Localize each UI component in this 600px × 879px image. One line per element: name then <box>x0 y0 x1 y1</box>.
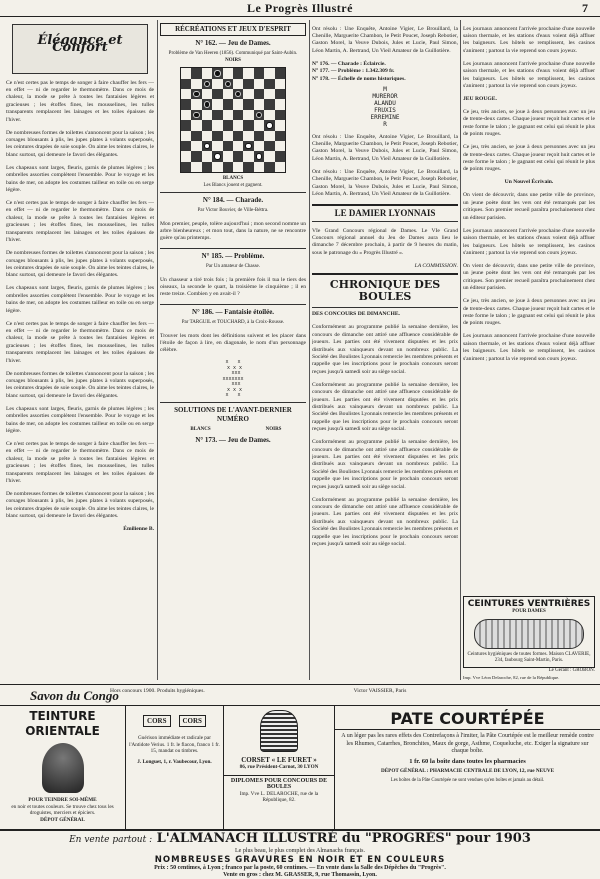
board-square <box>275 120 285 130</box>
name-ladder: M MUREROR ALANDU FRUXIS ERREMINE R <box>370 86 400 129</box>
ad-cors-text: Guérison immédiate et radicale par l'Antidote Verius. 1 fr. le flacon, franco 1 fr. 15, mandat ou timbres. <box>129 735 220 755</box>
problem-heading: N° 162. — Jeu de Dames. <box>195 39 271 47</box>
column-fashion <box>6 20 154 670</box>
misc-text: Ce jeu, très ancien, se joue à deux personnes avec un jeu de trente-deux cartes. Chaque joueur reçoit huit cartes et le reste forme le talon ; le gagnant est celui qui réunit le plus de points rouges. <box>463 144 595 173</box>
savon-title: Savon du Congo <box>30 688 119 703</box>
column-games <box>312 20 458 670</box>
board-square <box>181 131 191 141</box>
column-divider <box>157 20 158 680</box>
board-square <box>243 110 253 120</box>
board-square <box>191 141 201 151</box>
ad-cors <box>126 706 224 829</box>
board-square <box>233 110 243 120</box>
fashion-paragraph: De nombreuses formes de toilettes s'annoncent pour la saison ; les corsages blousants à plis, les jupes plates à volants superposés, les ceintures drapées de soie souple. On aime les teintes claires, le blanc surtout, qui demeure le favori des élégantes. <box>6 370 154 399</box>
ad-diplomes: DIPLOMES POUR CONCOURS DE BOULES <box>224 775 334 791</box>
commission-signature: LA COMMISSION. <box>414 262 458 269</box>
almanach-prix: Prix : 50 centimes, à Lyon ; franco par la poste, 60 centimes. — En vente dans la Salle des Dépêches du "Progrès". <box>154 865 446 871</box>
board-square <box>243 99 253 109</box>
ad-cors-dealer: J. Longuet, 1, r. Vaubecour, Lyon. <box>137 758 212 765</box>
board-square <box>202 131 212 141</box>
column-divider <box>309 20 310 680</box>
savon-banner <box>0 684 600 706</box>
board-square <box>191 68 201 78</box>
ad-teinture-depot: DÉPOT GÉNÉRAL <box>40 816 85 823</box>
board-square <box>202 151 212 161</box>
board-square <box>191 99 201 109</box>
board-square <box>223 131 233 141</box>
fashion-paragraph: De nombreuses formes de toilettes s'annoncent pour la saison ; les corsages blousants à plis, les jupes plates à volants superposés, les ceintures drapées de soie souple. On aime les teintes claires, le blanc surtout, qui demeure le favori des élégantes. <box>6 491 154 520</box>
misc-heading: Un Nouvel Écrivain. <box>504 179 554 186</box>
board-square <box>233 141 243 151</box>
misc-text: Ce jeu, très ancien, se joue à deux personnes avec un jeu de trente-deux cartes. Chaque joueur reçoit huit cartes et le reste forme le talon ; le gagnant est celui qui réunit le plus de points rouges. <box>463 298 595 327</box>
black-piece <box>235 91 241 97</box>
board-square <box>275 131 285 141</box>
fashion-paragraph: De nombreuses formes de toilettes s'annoncent pour la saison ; les corsages blousants à plis, les jupes plates à volants superposés, les ceintures drapées de soie souple. On aime les teintes claires, le blanc surtout, qui demeure le favori des élégantes. <box>6 129 154 158</box>
black-piece <box>204 101 210 107</box>
board-square <box>181 99 191 109</box>
fashion-paragraph: Ce n'est certes pas le temps de songer à faire chauffer les fers — en effet — ni de regarder le thermomètre. Dans ce mois de chaleur, la mode se prête à toutes les fantaisies légères et gracieuses ; les étoffes fines, les mousselines, les tulles transparents remplacent les lainages et les toiles épaisses de l'hiver. <box>6 79 154 123</box>
white-piece <box>204 143 210 149</box>
section-title: RÉCRÉATIONS ET JEUX D'ESPRIT <box>160 23 306 36</box>
star-puzzle: x x x x x xxx xxxxxxx xxx x x x x x <box>222 359 244 399</box>
board-square <box>223 89 233 99</box>
problem-heading: N° 173. — Jeu de Dames. <box>195 435 271 444</box>
ad-corset-title: CORSET « LE FURET » <box>241 756 317 764</box>
board-square <box>212 99 222 109</box>
problem-subtitle: Par Victor Bouvier, de Ville-Béttra. <box>197 208 269 214</box>
black-piece <box>256 112 262 118</box>
problem-text: Un chasseur a tiré trois fois ; la première fois il tua le tiers des oiseaux, la seconde le quart, la troisième le cinquième ; il en reste treize. Combien y en avait-il ? <box>160 276 306 298</box>
problem-heading: N° 184. — Charade. <box>202 196 264 205</box>
damier-text: VIe Grand Concours régional de Dames. Le VIe Grand Concours régional annuel du Jeu de Dames aura lieu le dimanche 7 décembre prochain, à partir de 9 heures du matin, sous le patronage du « Progrès Illustré ». <box>312 227 458 256</box>
ad-corset <box>224 706 335 829</box>
ad-teinture-sub: POUR TEINDRE SOI-MÊME <box>28 797 97 803</box>
board-square <box>181 89 191 99</box>
board-square <box>264 120 274 130</box>
board-square <box>233 79 243 89</box>
board-square <box>233 99 243 109</box>
board-square <box>191 151 201 161</box>
checkers-board <box>180 67 286 173</box>
board-square <box>254 141 264 151</box>
white-piece <box>256 153 262 159</box>
board-caption: NOIRS <box>225 57 241 63</box>
problem-text: Trouver les mots dont les définitions suivent et les placer dans l'étoile de façon à lire, en diagonale, le nom d'un personnage célèbre. <box>160 332 306 354</box>
white-piece <box>214 153 220 159</box>
ad-ceintures <box>463 596 595 678</box>
board-square <box>202 162 212 172</box>
board-square <box>264 131 274 141</box>
board-square <box>212 151 222 161</box>
ad-corset-address: 86, rue Président-Carnot, 30 LYON <box>239 764 319 770</box>
board-square <box>233 68 243 78</box>
misc-text: Les journaux annoncent l'arrivée prochaine d'une nouvelle saison thermale, et les stations d'eaux voient déjà affluer les baigneurs. Les hôtels se remplissent, les casinos s'animent ; partout la vie reprend son cours joyeux. <box>463 227 595 256</box>
board-square <box>191 120 201 130</box>
board-square <box>202 141 212 151</box>
ad-pate-price: 1 fr. 60 la boîte dans toutes les pharmacies <box>409 757 526 765</box>
title-illustration <box>12 24 148 74</box>
board-square <box>212 131 222 141</box>
board-square <box>212 110 222 120</box>
board-square <box>223 151 233 161</box>
solvers-text: Ont résolu : Une Enquête, Antoine Vigier, Le Brouillard, la Chenille, Marguerite Chambon, le Petit Poucet, Joseph Rebotier, Gaston Morel, la Veuve Dubois, Jules et Lucie, Paul Simon, Léon Martin, A. Bertrand, Un Vieil Amateur de la Guillotière. <box>312 168 458 198</box>
board-square <box>243 162 253 172</box>
black-piece <box>193 91 199 97</box>
misc-text: On vient de découvrir, dans une petite ville de province, un jeune poète dont les vers ont été remarqués par les critiques. Son premier recueil paraîtra prochainement chez un éditeur parisien. <box>463 262 595 292</box>
board-square <box>243 151 253 161</box>
ads-row <box>0 706 600 831</box>
board-square <box>254 79 264 89</box>
almanach-title-line <box>0 831 600 848</box>
almanach-subtitle: Le plus beau, le plus complet des Almanachs français. <box>235 848 365 854</box>
page-number: 7 <box>582 1 588 15</box>
imprimerie: Imp. Vve Léon Delaroche, 82, rue de la République. <box>463 674 560 680</box>
board-square <box>181 141 191 151</box>
damier-heading: LE DAMIER LYONNAIS <box>334 208 436 219</box>
board-square <box>212 120 222 130</box>
board-square <box>202 68 212 78</box>
board-square <box>233 120 243 130</box>
board-square <box>233 131 243 141</box>
newspaper-title: Le Progrès Illustré <box>247 1 353 15</box>
page-header <box>0 0 600 17</box>
chronique-text: Conformément au programme publié la semaine dernière, les concours de dimanche ont attiré une affluence considérable de joueurs. Les parties ont été vivement disputées et les prix distribués aux vainqueurs devant un nombreux public. La Société des Boulistes Lyonnais remercie les membres présents et rappelle que les inscriptions pour le prochain concours seront reçues jusqu'à samedi soir au siège social. <box>312 324 458 375</box>
board-square <box>191 110 201 120</box>
black-piece <box>225 81 231 87</box>
author-signature: Émilienne B. <box>123 526 154 533</box>
ad-teinture <box>0 706 126 829</box>
board-square <box>254 68 264 78</box>
fashion-paragraph: Ce n'est certes pas le temps de songer à faire chauffer les fers — en effet — ni de regarder le thermomètre. Dans ce mois de chaleur, la mode se prête à toutes les fantaisies légères et gracieuses ; les étoffes fines, les mousselines, les tulles transparents remplacent les lainages et les toiles épaisses de l'hiver. <box>6 200 154 244</box>
board-square <box>233 151 243 161</box>
board-square <box>275 151 285 161</box>
almanach-banner <box>0 831 600 878</box>
board-square <box>191 79 201 89</box>
white-piece <box>245 143 251 149</box>
board-square <box>243 120 253 130</box>
savon-maker: Victor VAISSIER, Paris <box>353 688 407 694</box>
problem-answer: N° 178. — Échelle de noms historiques. <box>312 75 406 82</box>
column-misc <box>463 20 595 590</box>
board-square <box>181 110 191 120</box>
fashion-paragraph: De nombreuses formes de toilettes s'annoncent pour la saison ; les corsages blousants à plis, les jupes plates à volants superposés, les ceintures drapées de soie souple. On aime les teintes claires, le blanc surtout, qui demeure le favori des élégantes. <box>6 250 154 279</box>
ad-ceintures-text: Ceintures hygiéniques de toutes formes. Maison CLAVERIE, 234, faubourg Saint-Martin, Paris. <box>467 651 591 664</box>
problem-heading: N° 185. — Problème. <box>201 252 265 261</box>
board-square <box>254 162 264 172</box>
board-square <box>191 89 201 99</box>
savon-subtitle: Hors concours 1900. Produits hygiéniques. <box>110 688 205 694</box>
misc-text: Les journaux annoncent l'arrivée prochaine d'une nouvelle saison thermale, et les stations d'eaux voient déjà affluer les baigneurs. Les hôtels se remplissent, les casinos s'animent ; partout la vie reprend son cours joyeux. <box>463 60 595 90</box>
ad-pate <box>335 706 600 829</box>
belt-illustration <box>474 619 584 649</box>
problem-subtitle: Problème de Van Heeren (1856). Communiqué par Saint-Aubin. <box>168 51 298 56</box>
board-square <box>191 162 201 172</box>
board-square <box>181 162 191 172</box>
problem-subtitle: Par TARGUIL et TOUCHARD, à la Croix-Rousse. <box>181 320 285 326</box>
ad-ceintures-title: CEINTURES VENTRIÈRES <box>467 599 591 609</box>
board-square <box>181 120 191 130</box>
column-recreations <box>160 20 306 680</box>
board-square <box>202 110 212 120</box>
gerant: Le Gérant : GROBON. <box>548 668 595 673</box>
board-square <box>275 89 285 99</box>
misc-text: Ce jeu, très ancien, se joue à deux personnes avec un jeu de trente-deux cartes. Chaque joueur reçoit huit cartes et le reste forme le talon ; le gagnant est celui qui réunit le plus de points rouges. <box>463 109 595 138</box>
board-square <box>254 131 264 141</box>
fashion-paragraph: Les chapeaux sont larges, fleuris, garnis de plumes légères ; les ombrelles assorties complètent l'ensemble. Pour le voyage et les bains de mer, on adopte les costumes tailleur en toile ou en serge légère. <box>6 405 154 434</box>
board-square <box>212 68 222 78</box>
board-square <box>264 162 274 172</box>
board-square <box>275 162 285 172</box>
board-square <box>264 151 274 161</box>
board-square <box>254 110 264 120</box>
board-square <box>181 68 191 78</box>
misc-text: Les journaux annoncent l'arrivée prochaine d'une nouvelle saison thermale, et les stations d'eaux voient déjà affluer les baigneurs. Les hôtels se remplissent, les casinos s'animent ; partout la vie reprend son cours joyeux. <box>463 333 595 362</box>
solutions-table <box>160 427 306 433</box>
ad-pate-title: PATE COURTÉPÉE <box>335 709 600 730</box>
solvers-text: Ont résolu : Une Enquête, Antoine Vigier, Le Brouillard, la Chenille, Marguerite Chambon, le Petit Poucet, Joseph Rebotier, Gaston Morel, la Veuve Dubois, Jules et Lucie, Paul Simon, Léon Martin, A. Bertrand, Un Vieil Amateur de la Guillotière. <box>312 25 458 54</box>
misc-heading: JEU ROUGE. <box>463 96 497 103</box>
chronique-text: Conformément au programme publié la semaine dernière, les concours de dimanche ont attiré une affluence considérable de joueurs. Les parties ont été vivement disputées et les prix distribués aux vainqueurs devant un nombreux public. La Société des Boulistes Lyonnais remercie les membres présents et rappelle que les inscriptions pour le prochain concours seront reçues jusqu'à samedi soir au siège social. <box>312 439 458 490</box>
board-square <box>223 99 233 109</box>
almanach-title: L'ALMANACH ILLUSTRÉ du "PROGRÈS" pour 1903 <box>156 831 531 846</box>
board-square <box>181 151 191 161</box>
fashion-paragraph: Les chapeaux sont larges, fleuris, garnis de plumes légères ; les ombrelles assorties complètent l'ensemble. Pour le voyage et les bains de mer, on adopte les costumes tailleur en toile ou en serge légère. <box>6 285 154 314</box>
board-square <box>202 79 212 89</box>
white-piece <box>266 122 272 128</box>
board-square <box>223 110 233 120</box>
ad-ceintures-sub: POUR DAMES <box>512 609 546 614</box>
board-square <box>181 79 191 89</box>
board-square <box>212 162 222 172</box>
board-square <box>254 99 264 109</box>
fashion-paragraph: Les chapeaux sont larges, fleuris, garnis de plumes légères ; les ombrelles assorties complètent l'ensemble. Pour le voyage et les bains de mer, on adopte les costumes tailleur en toile ou en serge légère. <box>6 164 154 194</box>
misc-text: On vient de découvrir, dans une petite ville de province, un jeune poète dont les vers ont été remarqués par les critiques. Son premier recueil paraîtra prochainement chez un éditeur parisien. <box>463 192 595 221</box>
problem-text: Mon premier, peuple, tolère aujourd'hui ; mon second nomme un arbre bienheureux ; et mon tout, dans la nature, ne se rencontre guère qu'au printemps. <box>160 220 306 242</box>
board-square <box>264 68 274 78</box>
column-divider <box>460 20 461 680</box>
board-square <box>223 141 233 151</box>
board-square <box>243 68 253 78</box>
black-piece <box>214 70 220 76</box>
ad-teinture-title: TEINTURE ORIENTALE <box>25 709 100 738</box>
board-square <box>212 89 222 99</box>
board-square <box>212 79 222 89</box>
black-piece <box>204 81 210 87</box>
board-square <box>264 89 274 99</box>
problem-heading: N° 186. — Fantaisie étoilée. <box>191 308 275 317</box>
fashion-title: Élégance et Confort <box>37 33 123 56</box>
board-square <box>254 89 264 99</box>
board-square <box>223 68 233 78</box>
chronique-text: Conformément au programme publié la semaine dernière, les concours de dimanche ont attiré une affluence considérable de joueurs. Les parties ont été vivement disputées et les prix distribués aux vainqueurs devant un nombreux public. La Société des Boulistes Lyonnais remercie les membres présents et rappelle que les inscriptions pour le prochain concours seront reçues jusqu'à samedi soir au siège social. <box>312 496 458 548</box>
board-square <box>264 99 274 109</box>
board-square <box>223 120 233 130</box>
board-square <box>233 162 243 172</box>
board-square <box>264 141 274 151</box>
almanach-prefix: En vente partout : <box>69 835 153 845</box>
problem-answer: N° 177. — Problème : 1.342.309 fr. <box>312 68 395 75</box>
solvers-text: Ont résolu : Une Enquête, Antoine Vigier, Le Brouillard, la Chenille, Marguerite Chambon, le Petit Poucet, Joseph Rebotier, Gaston Morel, la Veuve Dubois, Jules et Lucie, Paul Simon, Léon Martin, A. Bertrand, Un Vieil Amateur de la Guillotière. <box>312 133 458 162</box>
board-square <box>275 99 285 109</box>
board-square <box>275 110 285 120</box>
cors-label: CORS <box>179 715 206 727</box>
corset-illustration <box>260 710 298 752</box>
board-square <box>254 120 264 130</box>
fashion-paragraph: Ce n'est certes pas le temps de songer à faire chauffer les fers — en effet — ni de regarder le thermomètre. Dans ce mois de chaleur, la mode se prête à toutes les fantaisies légères et gracieuses ; les étoffes fines, les mousselines, les tulles transparents remplacent les lainages et les toiles épaisses de l'hiver. <box>6 441 154 485</box>
board-note: Les Blancs jouent et gagnent. <box>203 182 263 188</box>
board-square <box>243 89 253 99</box>
board-square <box>243 131 253 141</box>
almanach-gros: Vente en gros : chez M. GRASSER, 9, rue Thomassin, Lyon. <box>223 872 377 878</box>
chronique-text: Conformément au programme publié la semaine dernière, les concours de dimanche ont attiré une affluence considérable de joueurs. Les parties ont été vivement disputées et les prix distribués aux vainqueurs devant un nombreux public. La Société des Boulistes Lyonnais remercie les membres présents et rappelle que les inscriptions pour le prochain concours seront reçues jusqu'à samedi soir au siège social. <box>312 381 458 433</box>
board-caption: BLANCS <box>222 176 244 182</box>
black-piece <box>193 112 199 118</box>
solutions-col-header: NOIRS <box>265 426 282 432</box>
board-square <box>264 79 274 89</box>
solutions-heading: SOLUTIONS DE L'AVANT-DERNIER NUMÉRO <box>174 405 292 423</box>
almanach-gravures: NOMBREUSES GRAVURES EN NOIR ET EN COULEURS <box>154 855 446 865</box>
board-square <box>223 79 233 89</box>
board-square <box>275 141 285 151</box>
ad-diplomes-sub: Imp. Vve L. DELAROCHE, rue de la République, 82. <box>239 790 319 804</box>
chronique-heading: CHRONIQUE DES BOULES <box>329 278 441 304</box>
ad-pate-text: A un léger pas les rares effets des Contrefaçons à l'imiter, la Pâte Courtépée est le meilleur remède contre les Rhumes, Catarrhes, Bronchites, Maux de gorge, Asthme, Coqueluche, etc. Exiger la signature sur chaque boîte. <box>341 733 594 755</box>
board-square <box>275 68 285 78</box>
problem-answer: N° 176. — Charade : Éclaircie. <box>312 60 386 67</box>
board-square <box>191 131 201 141</box>
board-square <box>202 120 212 130</box>
board-square <box>243 79 253 89</box>
board-square <box>275 79 285 89</box>
ad-pate-note: Les boîtes de la Pâte Courtépée ne sont vendues qu'en boîtes et jamais au détail. <box>390 777 545 783</box>
board-square <box>264 110 274 120</box>
misc-text: Les journaux annoncent l'arrivée prochaine d'une nouvelle saison thermale, et les stations d'eaux voient déjà affluer les baigneurs. Les hôtels se remplissent, les casinos s'animent ; partout la vie reprend son cours joyeux. <box>463 25 595 54</box>
ad-pate-depot: DÉPOT GÉNÉRAL : PHARMACIE CENTRALE DE LYON, 12, rue NEUVE <box>380 768 555 775</box>
ad-teinture-text: en noir et toutes couleurs. Se trouve chez tous les droguistes, merciers et épiciers. <box>11 803 114 817</box>
board-square <box>202 99 212 109</box>
board-square <box>243 141 253 151</box>
board-square <box>212 141 222 151</box>
board-square <box>233 89 243 99</box>
solutions-col-header: BLANCS <box>190 426 211 432</box>
problem-subtitle: Par Un amateur de Chasse. <box>205 264 260 270</box>
board-square <box>202 89 212 99</box>
board-square <box>223 162 233 172</box>
cors-label: CORS <box>143 715 170 727</box>
fashion-paragraph: Ce n'est certes pas le temps de songer à faire chauffer les fers — en effet — ni de regarder le thermomètre. Dans ce mois de chaleur, la mode se prête à toutes les fantaisies légères et gracieuses ; les étoffes fines, les mousselines, les tulles transparents remplacent les lainages et les toiles épaisses de l'hiver. <box>6 320 154 364</box>
woman-illustration <box>42 743 84 793</box>
board-square <box>254 151 264 161</box>
chronique-subheading: DES CONCOURS DE DIMANCHE. <box>312 311 400 318</box>
